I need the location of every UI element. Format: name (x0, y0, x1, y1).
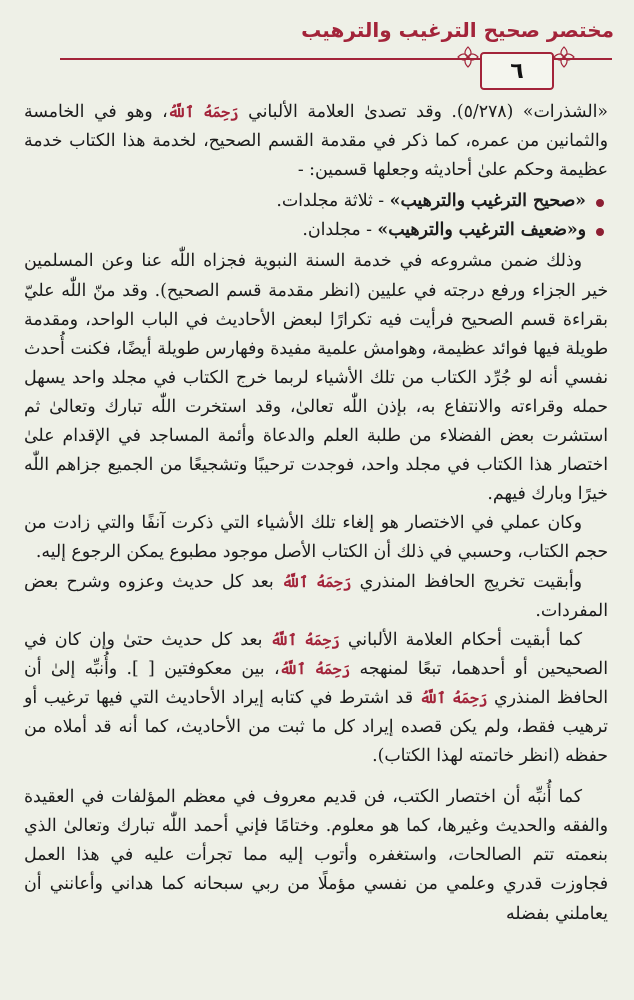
paragraph: وكان عملي في الاختصار هو إلغاء تلك الأشياء التي ذكرت آنفًا والتي زادت من حجم الكتاب، وحسبي في ذلك أن الكتاب الأصل موجود مطبوع يمكن الرجوع إليه. (24, 513, 608, 563)
list-item: «صحيح الترغيب والترهيب» - ثلاثة مجلدات. (24, 187, 586, 216)
paragraph: كما أُنبِّه أن اختصار الكتب، فن قديم معروف في معظم المؤلفات في العقيدة والفقه والحديث وغيرها، كما هو معلوم. وختامًا فإني أحمد اللّٰه تبارك وتعالىٰ الذي بنعمته تتم الصالحات، واستغفره وأتوب إليه مما تجرأت عليه في هذا العمل فجاوزت قدري وعلمي من نفسي مؤملًا من ربي سبحانه كما هداني وأعانني أن يعاملني بفضله (24, 787, 608, 924)
body-text (24, 98, 608, 929)
page-number: ٦ (480, 52, 554, 90)
paragraph: كما أبقيت أحكام العلامة الألباني رَحِمَهُ ٱللَّهُ بعد كل حديث حتىٰ وإن كان في الصحيحين أو أحدهما، تبعًا لمنهجه رَحِمَهُ ٱللَّهُ، بين معكوفتين [ ]. وأُنبِّه إلىٰ أن الحافظ المنذري رَحِمَهُ ٱللَّهُ قد اشترط في كتابه إيراد الأحاديث التي فيها ترغيب أو ترهيب فقط، ولم يكن قصده إيراد كل ما ثبت من الأحاديث، كما أنه قد أملاه من حفظه (انظر خاتمته لهذا الكتاب). (24, 629, 609, 767)
ornament-icon (552, 45, 576, 69)
honorific-phrase: رَحِمَهُ ٱللَّهُ (167, 103, 239, 121)
list-item: و«ضعيف الترغيب والترهيب» - مجلدان. (24, 216, 586, 245)
honorific-phrase: رَحِمَهُ ٱللَّهُ (419, 688, 488, 707)
honorific-phrase: رَحِمَهُ ٱللَّهُ (270, 630, 340, 649)
paragraph: وأبقيت تخريج الحافظ المنذري رَحِمَهُ ٱللَّهُ بعد كل حديث وعزوه وشرح بعض المفردات. (24, 571, 608, 621)
volume-list (24, 187, 608, 245)
honorific-phrase: رَحِمَهُ ٱللَّهُ (279, 659, 351, 678)
honorific-phrase: رَحِمَهُ ٱللَّهُ (281, 572, 352, 591)
running-title: مختصر صحيح الترغيب والترهيب (301, 18, 614, 42)
paragraph: وذلك ضمن مشروعه في خدمة السنة النبوية فجزاه اللّٰه عنا وعن المسلمين خير الجزاء ورفع درجته في عليين (انظر مقدمة قسم الصحيح). وقد منّ اللّٰه عليّ بقراءة قسم الصحيح فرأيت فيه تكرارًا لبعض الأحاديث في الباب الواحد، ومقدمة طويلة فيها فوائد عظيمة، وهوامش علمية مفيدة وفهارس طويلة أيضًا، فكنت أُحدث نفسي أنه لو جُرِّد الكتاب من تلك الأشياء لربما خرج الكتاب في مجلد واحد يسهل حمله وقراءته والانتفاع به، بإذن اللّٰه تعالىٰ، وقد استخرت اللّٰه تبارك وتعالىٰ ثم استشرت بعض الفضلاء من طلبة العلم والدعاة وأئمة المساجد في الإقدام علىٰ اختصار هذا الكتاب في مجلد واحد، فوجدت ترحيبًا وتشجيعًا من الجميع جزاهم اللّٰه خيرًا وبارك فيهم. (24, 251, 608, 505)
ornament-icon (456, 45, 480, 69)
paragraph: «الشذرات» (٥/٢٧٨). وقد تصدىٰ العلامة الألباني رَحِمَهُ ٱللَّهُ، وهو في الخامسة والثمانين من عمره، كما ذكر في مقدمة القسم الصحيح، لخدمة هذا الكتاب خدمة عظيمة وحكم علىٰ أحاديثه وجعلها قسمين: - (24, 102, 608, 181)
